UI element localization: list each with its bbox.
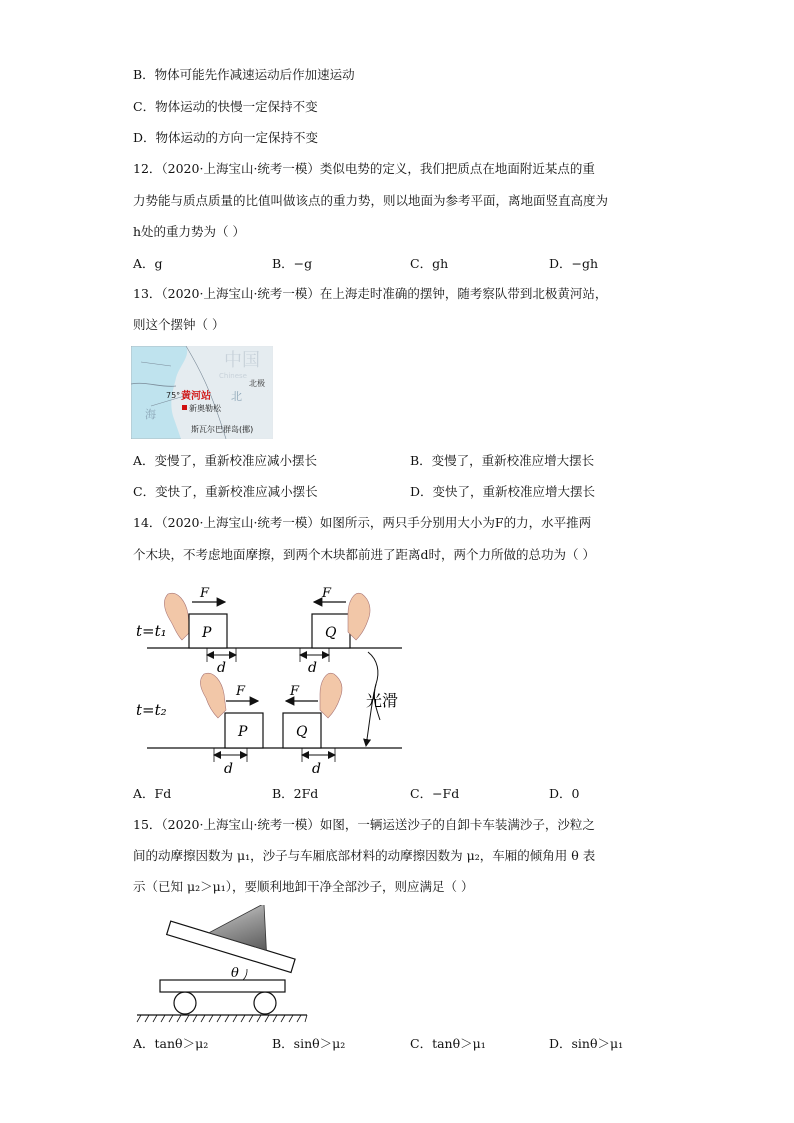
- map-station-marker: [182, 405, 187, 410]
- distance-label: d: [217, 660, 226, 676]
- q15-option-c: C．tanθ＞μ₁: [410, 1036, 486, 1051]
- q12-option-b: B．−g: [272, 256, 313, 271]
- q15-stem-line2: 间的动摩擦因数为 μ₁，沙子与车厢底部材料的动摩擦因数为 μ₂，车厢的倾角用 θ 表: [133, 848, 596, 863]
- q12-stem-line3: h处的重力势为（ ）: [133, 224, 246, 239]
- q13-option-b: B．变慢了，重新校准应增大摆长: [410, 453, 595, 468]
- q12-option-a: A．g: [133, 256, 163, 271]
- wheel-icon: [174, 992, 196, 1014]
- label-t2: t=t₂: [136, 701, 167, 719]
- q13-option-a: A．变慢了，重新校准应减小摆长: [133, 453, 318, 468]
- q15-stem-line1: 15．（2020·上海宝山·统考一模）如图，一辆运送沙子的自卸卡车装满沙子，沙粒之: [133, 817, 595, 832]
- force-label: F: [236, 684, 246, 699]
- map-region-label: 斯瓦尔巴群岛(挪): [191, 425, 254, 434]
- q12-option-d: D．−gh: [549, 256, 599, 271]
- q14-option-b: B．2Fd: [272, 786, 319, 801]
- q13-stem-line1: 13．（2020·上海宝山·统考一模）在上海走时准确的摆钟，随考察队带到北极黄河站，: [133, 286, 608, 301]
- ground-hatching: [137, 1015, 307, 1022]
- map-station-label: 黄河站: [181, 391, 211, 402]
- q14-stem-line2: 个木块，不考虑地面摩擦，到两个木块都前进了距离d时，两个力所做的总功为（ ）: [133, 547, 595, 562]
- q14-option-a: A．Fd: [133, 786, 172, 801]
- map-label-sea: 海: [145, 408, 156, 421]
- distance-label: d: [308, 660, 317, 676]
- q15-option-d: D．sinθ＞μ₁: [549, 1036, 624, 1051]
- q14-option-d: D．0: [549, 786, 580, 801]
- force-label: F: [290, 684, 300, 699]
- block-q-label: Q: [296, 724, 308, 740]
- force-label: F: [200, 586, 210, 601]
- q14-option-c: C．−Fd: [410, 786, 460, 801]
- q14-stem-line1: 14．（2020·上海宝山·统考一模）如图所示，两只手分别用大小为F的力，水平推两: [133, 515, 592, 530]
- distance-label: d: [312, 761, 321, 777]
- map-latitude: 75°: [166, 391, 181, 400]
- map-label-pole: 北极: [249, 379, 265, 388]
- force-label: F: [322, 586, 332, 601]
- q13-stem-line2: 则这个摆钟（ ）: [133, 317, 225, 332]
- q13-map-figure: [131, 346, 273, 439]
- q12-stem-line1: 12．（2020·上海宝山·统考一模）类似电势的定义，我们把质点在地面附近某点的重: [133, 161, 595, 176]
- hand-icon: [348, 593, 370, 640]
- q14-blocks-figure: [130, 580, 420, 780]
- q15-option-a: A．tanθ＞μ₂: [133, 1036, 209, 1051]
- block-p-label: P: [202, 625, 212, 641]
- q15-stem-line3: 示（已知 μ₂＞μ₁），要顺利地卸干净全部沙子，则应满足（ ）: [133, 879, 474, 894]
- q11-option-b: B．物体可能先作减速运动后作加速运动: [133, 67, 355, 82]
- smooth-label: 光滑: [366, 691, 399, 710]
- hand-icon: [200, 673, 226, 718]
- map-watermark: 中国: [224, 350, 260, 371]
- hand-icon: [320, 673, 342, 718]
- q15-option-b: B．sinθ＞μ₂: [272, 1036, 346, 1051]
- q13-option-c: C．变快了，重新校准应减小摆长: [133, 484, 318, 499]
- angle-arc: [243, 969, 247, 980]
- block-q-label: Q: [325, 625, 337, 641]
- map-town-label: 新奥勒松: [189, 404, 221, 413]
- q13-option-d: D．变快了，重新校准应增大摆长: [410, 484, 596, 499]
- block-p-label: P: [238, 724, 248, 740]
- map-watermark-en: Chinese: [219, 372, 247, 380]
- distance-label: d: [224, 761, 233, 777]
- truck-chassis: [160, 980, 285, 992]
- q12-stem-line2: 力势能与质点质量的比值叫做该点的重力势，则以地面为参考平面，离地面竖直高度为: [133, 193, 609, 208]
- hand-icon: [164, 593, 190, 640]
- q11-option-d: D．物体运动的方向一定保持不变: [133, 130, 319, 145]
- q11-option-c: C．物体运动的快慢一定保持不变: [133, 99, 318, 114]
- angle-label: θ: [231, 966, 239, 981]
- q15-truck-figure: [135, 905, 315, 1025]
- map-label-north: 北: [231, 390, 242, 403]
- q12-option-c: C．gh: [410, 256, 449, 271]
- wheel-icon: [254, 992, 276, 1014]
- label-t1: t=t₁: [136, 622, 167, 640]
